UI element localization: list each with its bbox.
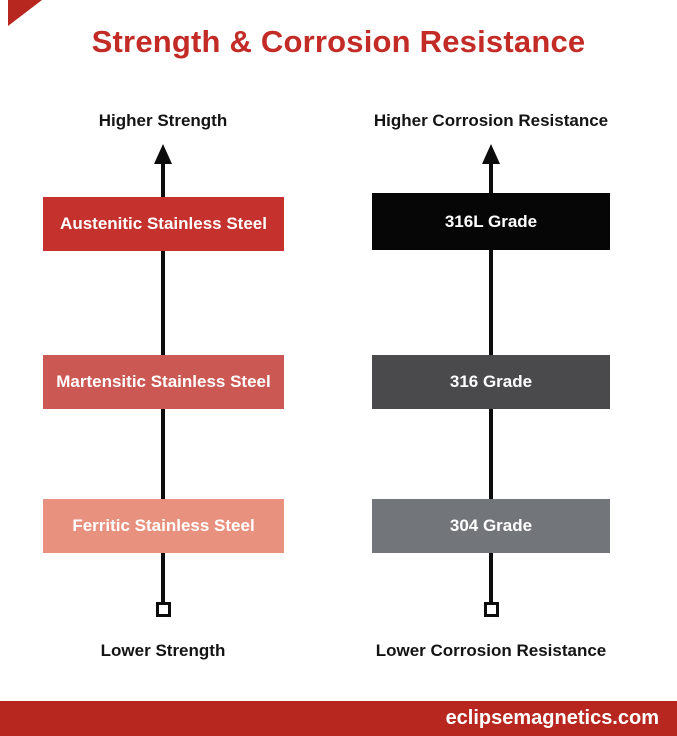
bar-ferritic-stainless-steel: Ferritic Stainless Steel bbox=[43, 499, 284, 553]
strength-axis-end-square-icon bbox=[156, 602, 171, 617]
strength-lower-label: Lower Strength bbox=[100, 641, 226, 660]
strength-higher-label: Higher Strength bbox=[98, 111, 228, 130]
bar-316l-grade: 316L Grade bbox=[372, 193, 610, 250]
bar-304-grade: 304 Grade bbox=[372, 499, 610, 553]
corner-accent-triangle-icon bbox=[8, 0, 42, 26]
bar-austenitic-stainless-steel: Austenitic Stainless Steel bbox=[43, 197, 284, 251]
footer-website-text: eclipsemagnetics.com bbox=[445, 707, 659, 729]
corrosion-higher-label: Higher Corrosion Resistance bbox=[373, 111, 609, 130]
page-title: Strength & Corrosion Resistance bbox=[91, 24, 586, 59]
bar-martensitic-stainless-steel: Martensitic Stainless Steel bbox=[43, 355, 284, 409]
corrosion-axis-end-square-icon bbox=[484, 602, 499, 617]
bar-316-grade: 316 Grade bbox=[372, 355, 610, 409]
corrosion-lower-label: Lower Corrosion Resistance bbox=[375, 641, 607, 660]
footer-banner bbox=[0, 701, 677, 736]
